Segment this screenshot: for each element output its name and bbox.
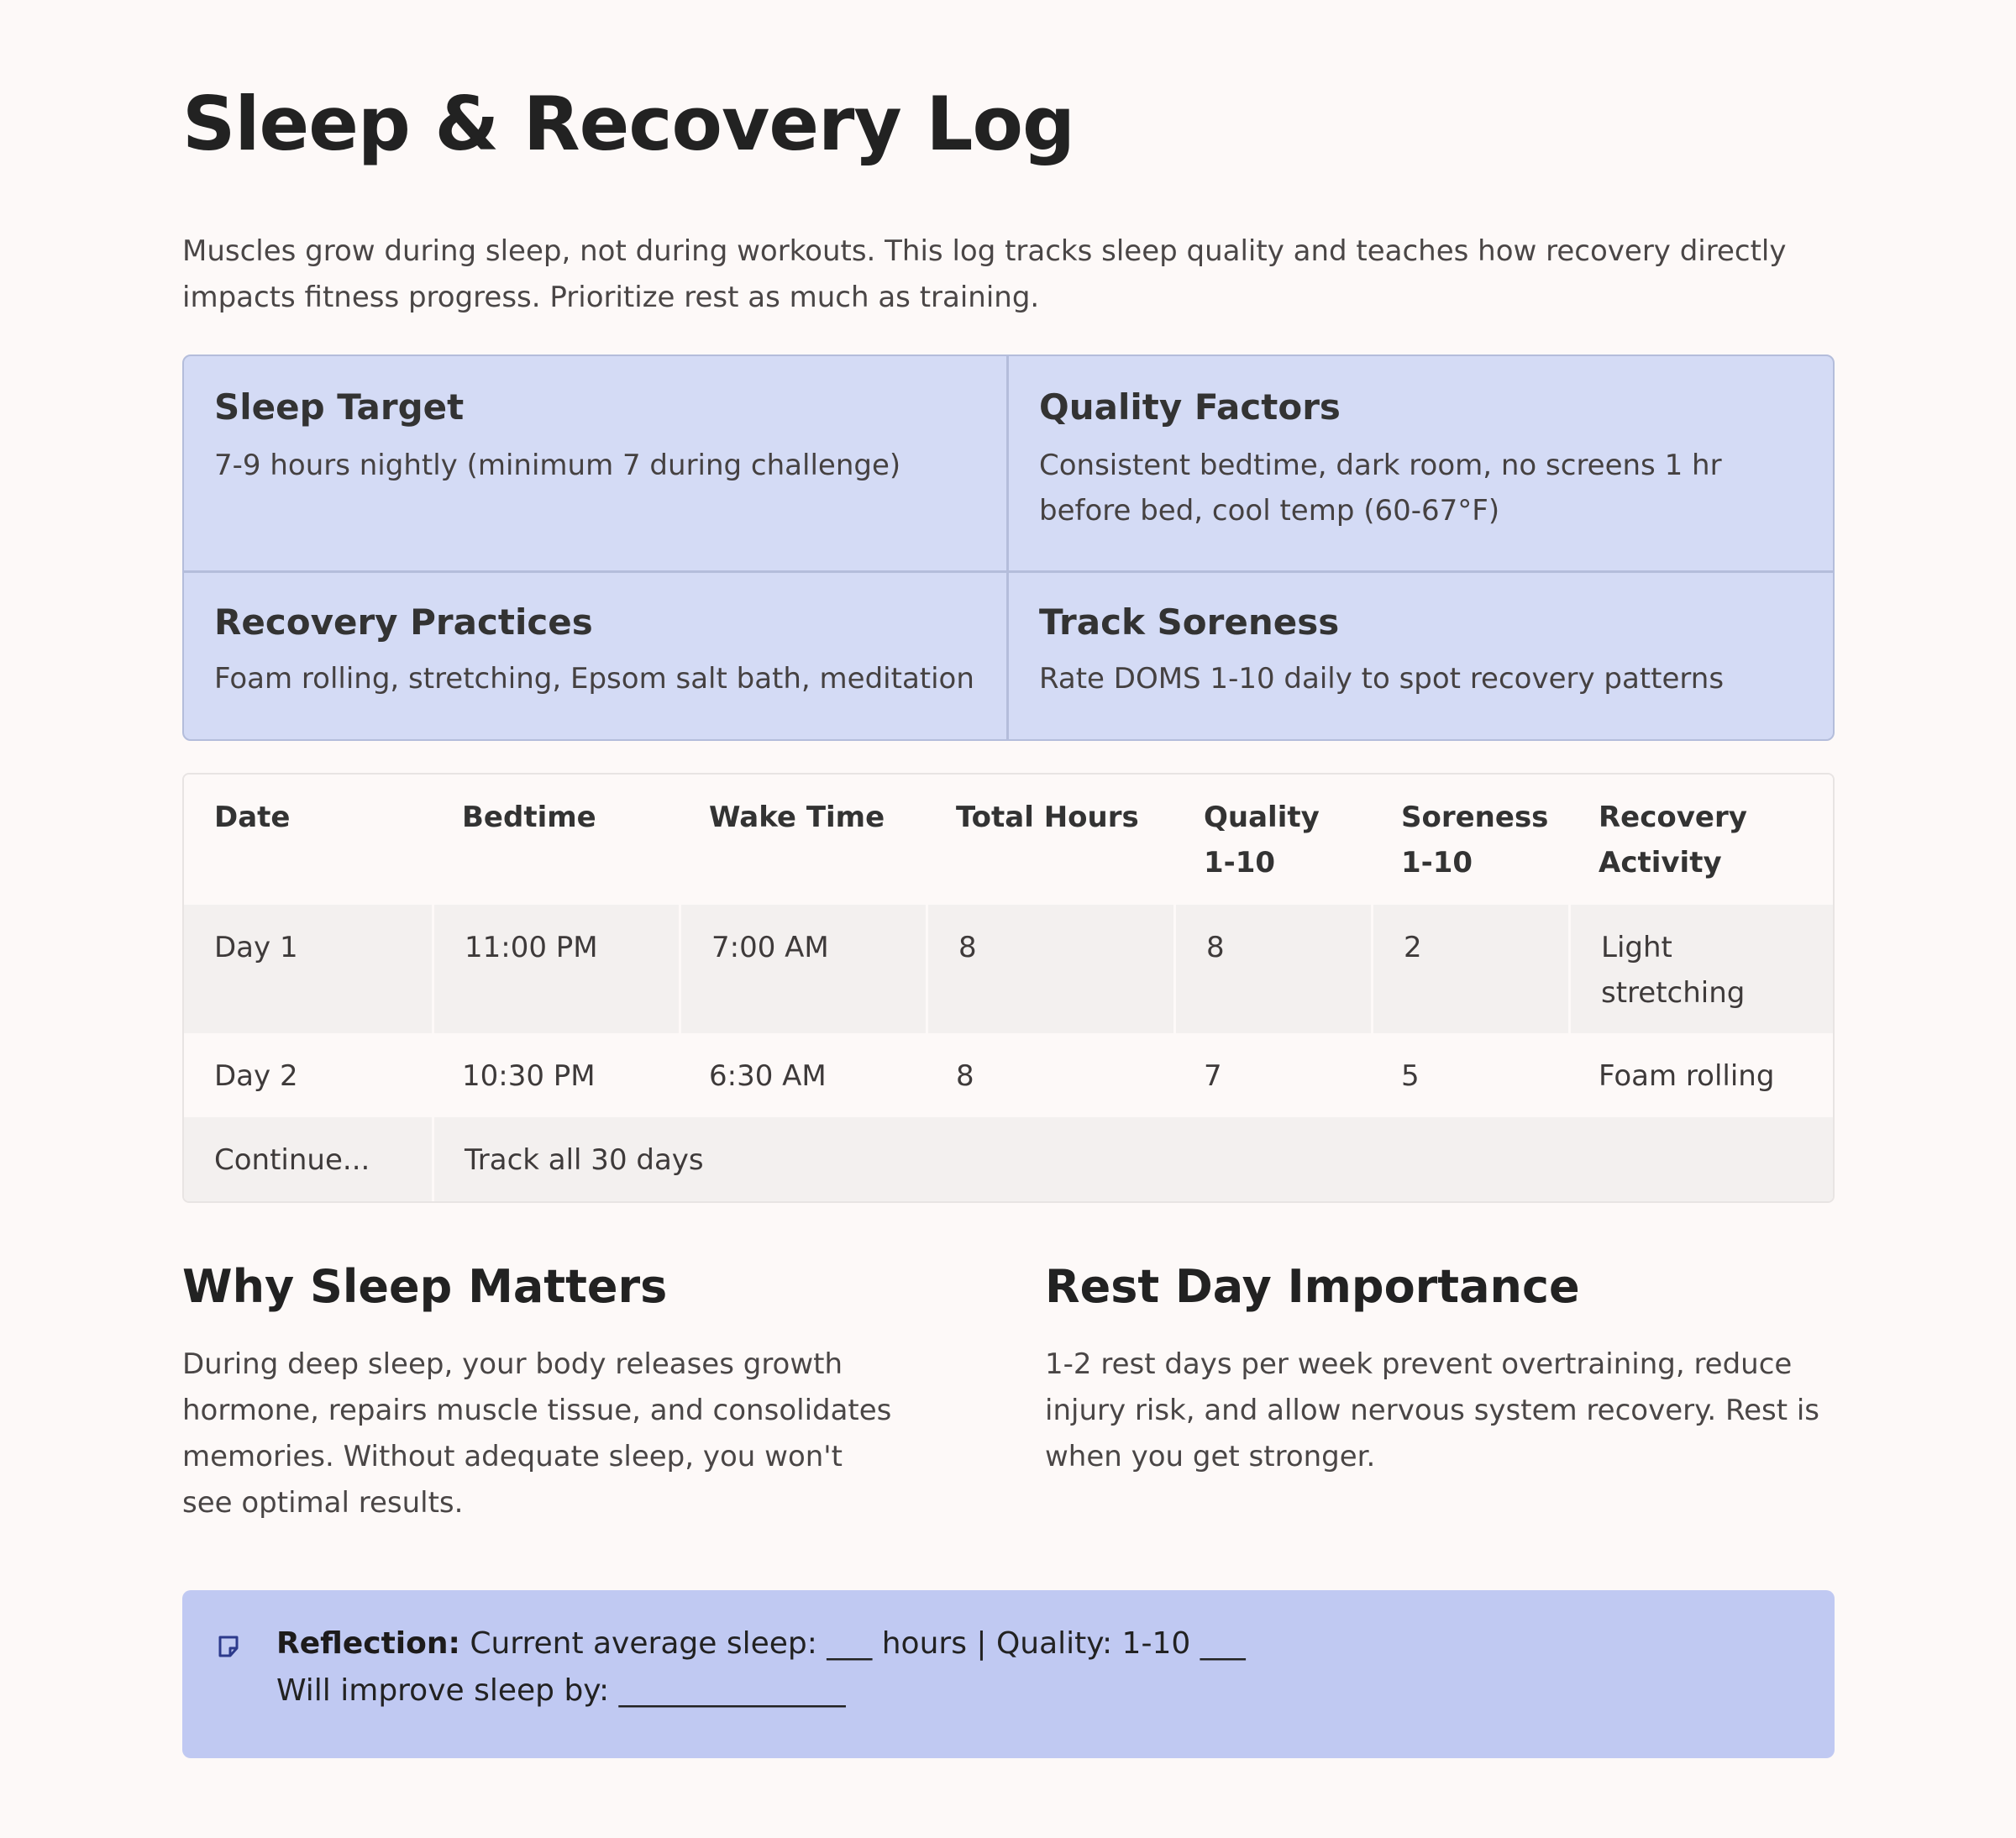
reflection-line-2: Will improve sleep by: _______________ (276, 1673, 846, 1708)
column-header-quality: Quality 1-10 (1204, 801, 1320, 880)
info-card-text: Consistent bedtime, dark room, no screens 1 hr before bed, cool temp (60-67°F) (1039, 449, 1722, 528)
table-cell: 8 (926, 905, 1173, 1033)
reflection-callout (182, 1590, 1835, 1758)
why-sleep-matters-section (182, 1260, 896, 1526)
column-header-recovery-activity: Recovery Activity (1599, 801, 1747, 880)
info-card-quality-factors (1009, 356, 1835, 573)
table-cell: Light stretching (1568, 905, 1833, 1033)
info-card-heading: Track Soreness (1039, 601, 1340, 643)
rest-day-importance-section (1045, 1260, 1835, 1480)
column-header-wake-time: Wake Time (709, 801, 885, 834)
column-header-bedtime: Bedtime (462, 801, 596, 834)
table-row (184, 905, 1833, 1033)
table-row-continue (184, 1117, 1833, 1201)
info-card-heading: Quality Factors (1039, 386, 1341, 428)
table-cell: Day 2 (214, 1059, 298, 1093)
reflection-text (276, 1620, 1246, 1715)
reflection-line-1 (276, 1620, 1246, 1667)
info-card-sleep-target (184, 356, 1009, 573)
table-cell: 2 (1371, 905, 1568, 1033)
note-icon (216, 1634, 241, 1659)
reflection-prompt-sleep: Current average sleep: ___ hours | Quality: 1-10 ___ (470, 1626, 1246, 1661)
info-card-heading: Sleep Target (214, 386, 465, 428)
table-cell: 10:30 PM (462, 1059, 596, 1093)
section-heading: Rest Day Importance (1045, 1260, 1580, 1313)
table-cell: Track all 30 days (432, 1117, 1833, 1201)
table-cell: 8 (1173, 905, 1371, 1033)
reflection-label: Reflection: (276, 1626, 460, 1661)
section-text: 1-2 rest days per week prevent overtraining, reduce injury risk, and allow nervous system recovery. Rest is when you get stronger. (1045, 1347, 1820, 1473)
table-cell: Foam rolling (1599, 1059, 1775, 1093)
section-text: During deep sleep, your body releases growth hormone, repairs muscle tissue, and consolidates memories. Without adequate sleep, you won't see optimal results. (182, 1347, 892, 1520)
column-header-soreness: Soreness 1-10 (1401, 801, 1549, 880)
info-card-text: Foam rolling, stretching, Epsom salt bath, meditation (214, 662, 974, 696)
table-cell: 7 (1204, 1059, 1222, 1093)
info-card-track-soreness (1009, 573, 1835, 741)
table-cell: 5 (1401, 1059, 1420, 1093)
info-card-recovery-practices (184, 573, 1009, 741)
page-title: Sleep & Recovery Log (182, 81, 1074, 167)
column-header-date: Date (214, 801, 291, 834)
table-header-row (184, 775, 1833, 905)
table-cell: 8 (956, 1059, 974, 1093)
sleep-log-table (182, 773, 1835, 1203)
section-heading: Why Sleep Matters (182, 1260, 668, 1313)
intro-text: Muscles grow during sleep, not during workouts. This log tracks sleep quality and teaches how recovery directly impacts fitness progress. Prioritize rest as much as training. (182, 234, 1787, 314)
info-card-text: Rate DOMS 1-10 daily to spot recovery patterns (1039, 662, 1725, 696)
info-card-text: 7-9 hours nightly (minimum 7 during challenge) (214, 449, 901, 482)
table-cell: Day 1 (214, 931, 298, 964)
info-card-heading: Recovery Practices (214, 601, 593, 643)
info-grid (182, 354, 1835, 741)
table-cell: Continue... (214, 1143, 370, 1177)
column-header-total-hours: Total Hours (956, 801, 1139, 834)
table-cell: 7:00 AM (679, 905, 926, 1033)
table-row (184, 1033, 1833, 1117)
table-cell: 6:30 AM (709, 1059, 827, 1093)
table-cell: 11:00 PM (432, 905, 679, 1033)
